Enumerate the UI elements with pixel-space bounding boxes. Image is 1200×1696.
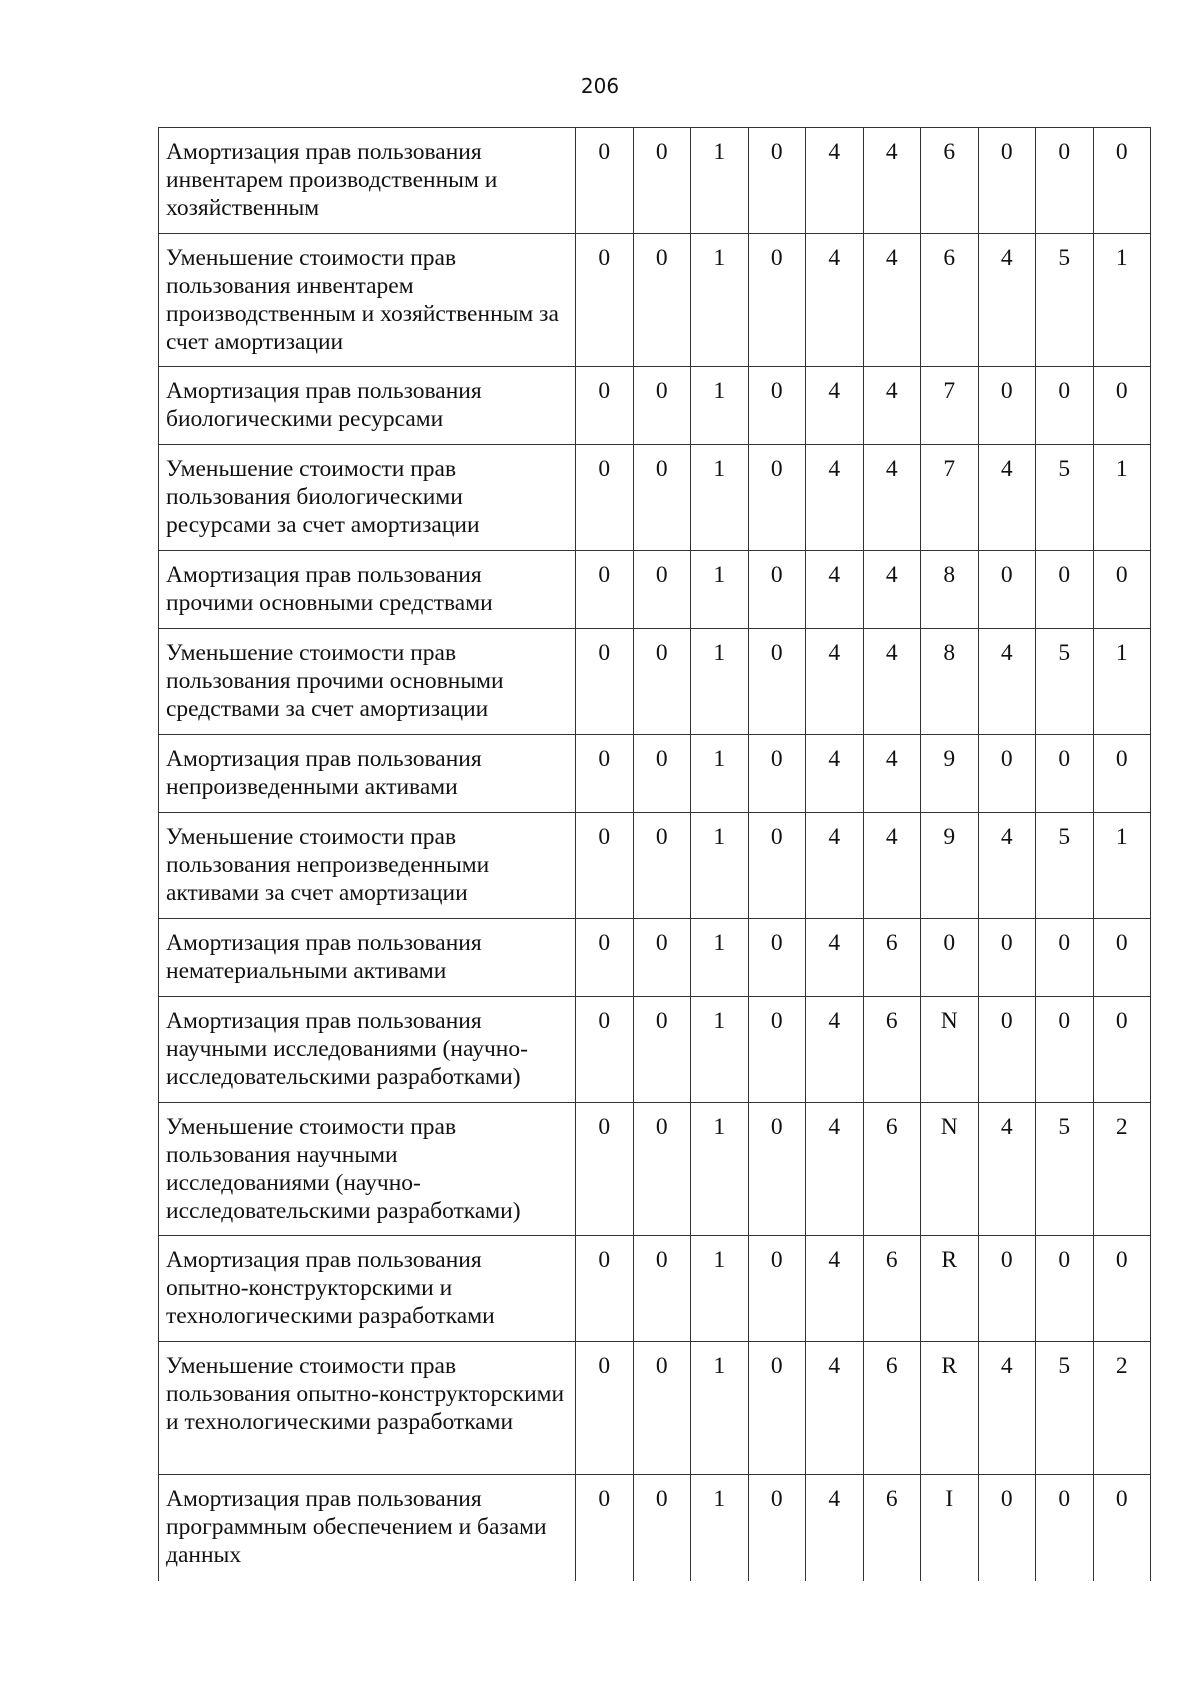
code-digit-cell: 4 xyxy=(806,997,864,1103)
code-digit-cell: 4 xyxy=(863,629,921,735)
table-row xyxy=(159,1342,1151,1475)
table-body xyxy=(159,128,1151,1581)
code-digit-cell: 4 xyxy=(863,445,921,551)
table-row xyxy=(159,629,1151,735)
table-row xyxy=(159,1103,1151,1236)
code-digit-cell: 1 xyxy=(1093,813,1151,919)
code-digit-cell: 0 xyxy=(633,445,691,551)
code-digit-cell: 6 xyxy=(863,1342,921,1475)
table-row xyxy=(159,367,1151,445)
code-digit-cell: 0 xyxy=(576,997,634,1103)
code-digit-cell: 4 xyxy=(806,128,864,234)
code-digit-cell: 4 xyxy=(806,813,864,919)
code-digit-cell: I xyxy=(921,1475,979,1581)
code-digit-cell: 1 xyxy=(691,997,749,1103)
code-digit-cell: 0 xyxy=(576,813,634,919)
code-digit-cell: 0 xyxy=(1093,1475,1151,1581)
code-digit-cell: 5 xyxy=(1036,1342,1094,1475)
account-name-cell: Амортизация прав пользования инвентарем производственным и хозяйственным xyxy=(159,128,576,234)
code-digit-cell: 0 xyxy=(978,1236,1036,1342)
code-digit-cell: 9 xyxy=(921,735,979,813)
account-name-cell: Амортизация прав пользования биологическими ресурсами xyxy=(159,367,576,445)
code-digit-cell: 0 xyxy=(748,1103,806,1236)
account-name-cell: Амортизация прав пользования нематериальными активами xyxy=(159,919,576,997)
code-digit-cell: 1 xyxy=(1093,234,1151,367)
code-digit-cell: 6 xyxy=(921,128,979,234)
code-digit-cell: 4 xyxy=(978,813,1036,919)
code-digit-cell: N xyxy=(921,1103,979,1236)
code-digit-cell: 4 xyxy=(863,735,921,813)
code-digit-cell: 4 xyxy=(806,445,864,551)
code-digit-cell: 0 xyxy=(748,1236,806,1342)
code-digit-cell: 4 xyxy=(863,234,921,367)
code-digit-cell: 0 xyxy=(633,234,691,367)
code-digit-cell: 0 xyxy=(978,367,1036,445)
account-name-cell: Амортизация прав пользования программным обеспечением и базами данных xyxy=(159,1475,576,1581)
code-digit-cell: 4 xyxy=(806,551,864,629)
code-digit-cell: 1 xyxy=(691,1103,749,1236)
code-digit-cell: 0 xyxy=(748,735,806,813)
account-name-cell: Уменьшение стоимости прав пользования инвентарем производственным и хозяйственным за счет амортизации xyxy=(159,234,576,367)
code-digit-cell: 0 xyxy=(633,1475,691,1581)
code-digit-cell: 0 xyxy=(1036,919,1094,997)
code-digit-cell: 0 xyxy=(1036,551,1094,629)
code-digit-cell: 4 xyxy=(863,551,921,629)
code-digit-cell: 0 xyxy=(633,735,691,813)
table-row xyxy=(159,234,1151,367)
code-digit-cell: 0 xyxy=(1093,997,1151,1103)
code-digit-cell: 0 xyxy=(978,919,1036,997)
code-digit-cell: 4 xyxy=(978,629,1036,735)
code-digit-cell: 0 xyxy=(748,445,806,551)
code-digit-cell: 0 xyxy=(576,367,634,445)
code-digit-cell: 0 xyxy=(576,1475,634,1581)
code-digit-cell: 0 xyxy=(633,813,691,919)
code-digit-cell: 0 xyxy=(633,629,691,735)
account-name-cell: Уменьшение стоимости прав пользования научными исследованиями (научно-исследовательскими разработками) xyxy=(159,1103,576,1236)
code-digit-cell: 0 xyxy=(633,1103,691,1236)
table-row xyxy=(159,919,1151,997)
code-digit-cell: 0 xyxy=(978,997,1036,1103)
code-digit-cell: 7 xyxy=(921,445,979,551)
table-row xyxy=(159,1475,1151,1581)
code-digit-cell: 4 xyxy=(806,1342,864,1475)
code-digit-cell: 4 xyxy=(806,367,864,445)
code-digit-cell: 0 xyxy=(633,128,691,234)
code-digit-cell: 4 xyxy=(978,445,1036,551)
account-name-cell: Амортизация прав пользования непроизведенными активами xyxy=(159,735,576,813)
code-digit-cell: 0 xyxy=(1093,919,1151,997)
code-digit-cell: 1 xyxy=(1093,445,1151,551)
account-name-cell: Уменьшение стоимости прав пользования непроизведенными активами за счет амортизации xyxy=(159,813,576,919)
code-digit-cell: 0 xyxy=(748,629,806,735)
code-digit-cell: 4 xyxy=(806,234,864,367)
code-digit-cell: 4 xyxy=(978,1103,1036,1236)
code-digit-cell: 1 xyxy=(691,919,749,997)
code-digit-cell: 0 xyxy=(978,551,1036,629)
code-digit-cell: 4 xyxy=(806,1475,864,1581)
code-digit-cell: 4 xyxy=(806,919,864,997)
code-digit-cell: 6 xyxy=(863,997,921,1103)
code-digit-cell: N xyxy=(921,997,979,1103)
code-digit-cell: 0 xyxy=(1036,1236,1094,1342)
code-digit-cell: 6 xyxy=(863,1236,921,1342)
table-row xyxy=(159,551,1151,629)
code-digit-cell: 0 xyxy=(576,1342,634,1475)
code-digit-cell: 4 xyxy=(978,234,1036,367)
code-digit-cell: 0 xyxy=(748,367,806,445)
code-digit-cell: 0 xyxy=(1036,128,1094,234)
code-digit-cell: 7 xyxy=(921,367,979,445)
code-digit-cell: 0 xyxy=(576,1236,634,1342)
code-digit-cell: 0 xyxy=(748,997,806,1103)
code-digit-cell: 5 xyxy=(1036,1103,1094,1236)
code-digit-cell: 4 xyxy=(806,735,864,813)
account-name-cell: Амортизация прав пользования научными исследованиями (научно-исследовательскими разработками) xyxy=(159,997,576,1103)
account-name-cell: Уменьшение стоимости прав пользования прочими основными средствами за счет амортизации xyxy=(159,629,576,735)
table-row xyxy=(159,813,1151,919)
code-digit-cell: 2 xyxy=(1093,1103,1151,1236)
table-row xyxy=(159,735,1151,813)
code-digit-cell: 0 xyxy=(748,1475,806,1581)
code-digit-cell: 4 xyxy=(863,367,921,445)
code-digit-cell: 5 xyxy=(1036,445,1094,551)
code-digit-cell: 5 xyxy=(1036,629,1094,735)
code-digit-cell: 0 xyxy=(1093,1236,1151,1342)
code-digit-cell: R xyxy=(921,1342,979,1475)
code-digit-cell: 1 xyxy=(691,367,749,445)
account-name-cell: Уменьшение стоимости прав пользования опытно-конструкторскими и технологическими разработками xyxy=(159,1342,576,1475)
code-digit-cell: 6 xyxy=(863,919,921,997)
code-digit-cell: 0 xyxy=(748,1342,806,1475)
code-digit-cell: 4 xyxy=(863,813,921,919)
account-name-cell: Амортизация прав пользования опытно-конструкторскими и технологическими разработками xyxy=(159,1236,576,1342)
code-digit-cell: 1 xyxy=(691,735,749,813)
table-row xyxy=(159,445,1151,551)
account-codes-table xyxy=(158,127,1151,1581)
code-digit-cell: 0 xyxy=(576,551,634,629)
account-name-cell: Уменьшение стоимости прав пользования биологическими ресурсами за счет амортизации xyxy=(159,445,576,551)
code-digit-cell: 1 xyxy=(691,1236,749,1342)
account-name-cell: Амортизация прав пользования прочими основными средствами xyxy=(159,551,576,629)
code-digit-cell: 0 xyxy=(1036,997,1094,1103)
code-digit-cell: 1 xyxy=(691,813,749,919)
code-digit-cell: R xyxy=(921,1236,979,1342)
code-digit-cell: 2 xyxy=(1093,1342,1151,1475)
code-digit-cell: 1 xyxy=(691,551,749,629)
code-digit-cell: 0 xyxy=(978,735,1036,813)
code-digit-cell: 8 xyxy=(921,551,979,629)
code-digit-cell: 1 xyxy=(691,445,749,551)
code-digit-cell: 1 xyxy=(691,1342,749,1475)
code-digit-cell: 0 xyxy=(576,1103,634,1236)
code-digit-cell: 0 xyxy=(576,629,634,735)
code-digit-cell: 6 xyxy=(921,234,979,367)
code-digit-cell: 5 xyxy=(1036,234,1094,367)
code-digit-cell: 0 xyxy=(1093,128,1151,234)
code-digit-cell: 0 xyxy=(576,919,634,997)
code-digit-cell: 1 xyxy=(1093,629,1151,735)
code-digit-cell: 0 xyxy=(1036,735,1094,813)
code-digit-cell: 0 xyxy=(633,367,691,445)
code-digit-cell: 6 xyxy=(863,1475,921,1581)
page-number: 206 xyxy=(580,74,620,98)
table-row xyxy=(159,997,1151,1103)
code-digit-cell: 0 xyxy=(576,128,634,234)
code-digit-cell: 0 xyxy=(1036,367,1094,445)
code-digit-cell: 0 xyxy=(1093,735,1151,813)
code-digit-cell: 4 xyxy=(863,128,921,234)
code-digit-cell: 0 xyxy=(748,234,806,367)
code-digit-cell: 1 xyxy=(691,234,749,367)
code-digit-cell: 1 xyxy=(691,128,749,234)
code-digit-cell: 4 xyxy=(806,1103,864,1236)
code-digit-cell: 6 xyxy=(863,1103,921,1236)
code-digit-cell: 0 xyxy=(1036,1475,1094,1581)
code-digit-cell: 0 xyxy=(748,551,806,629)
code-digit-cell: 0 xyxy=(978,128,1036,234)
code-digit-cell: 4 xyxy=(806,629,864,735)
code-digit-cell: 0 xyxy=(921,919,979,997)
code-digit-cell: 0 xyxy=(576,445,634,551)
code-digit-cell: 4 xyxy=(978,1342,1036,1475)
code-digit-cell: 9 xyxy=(921,813,979,919)
code-digit-cell: 1 xyxy=(691,1475,749,1581)
code-digit-cell: 0 xyxy=(576,234,634,367)
code-digit-cell: 0 xyxy=(633,997,691,1103)
code-digit-cell: 0 xyxy=(978,1475,1036,1581)
code-digit-cell: 0 xyxy=(748,813,806,919)
code-digit-cell: 4 xyxy=(806,1236,864,1342)
code-digit-cell: 0 xyxy=(633,1342,691,1475)
code-digit-cell: 0 xyxy=(633,919,691,997)
code-digit-cell: 0 xyxy=(748,919,806,997)
code-digit-cell: 8 xyxy=(921,629,979,735)
code-digit-cell: 0 xyxy=(576,735,634,813)
table-row xyxy=(159,128,1151,234)
code-digit-cell: 5 xyxy=(1036,813,1094,919)
code-digit-cell: 0 xyxy=(633,1236,691,1342)
code-digit-cell: 0 xyxy=(1093,551,1151,629)
code-digit-cell: 0 xyxy=(748,128,806,234)
code-digit-cell: 0 xyxy=(633,551,691,629)
code-digit-cell: 1 xyxy=(691,629,749,735)
table-row xyxy=(159,1236,1151,1342)
code-digit-cell: 0 xyxy=(1093,367,1151,445)
